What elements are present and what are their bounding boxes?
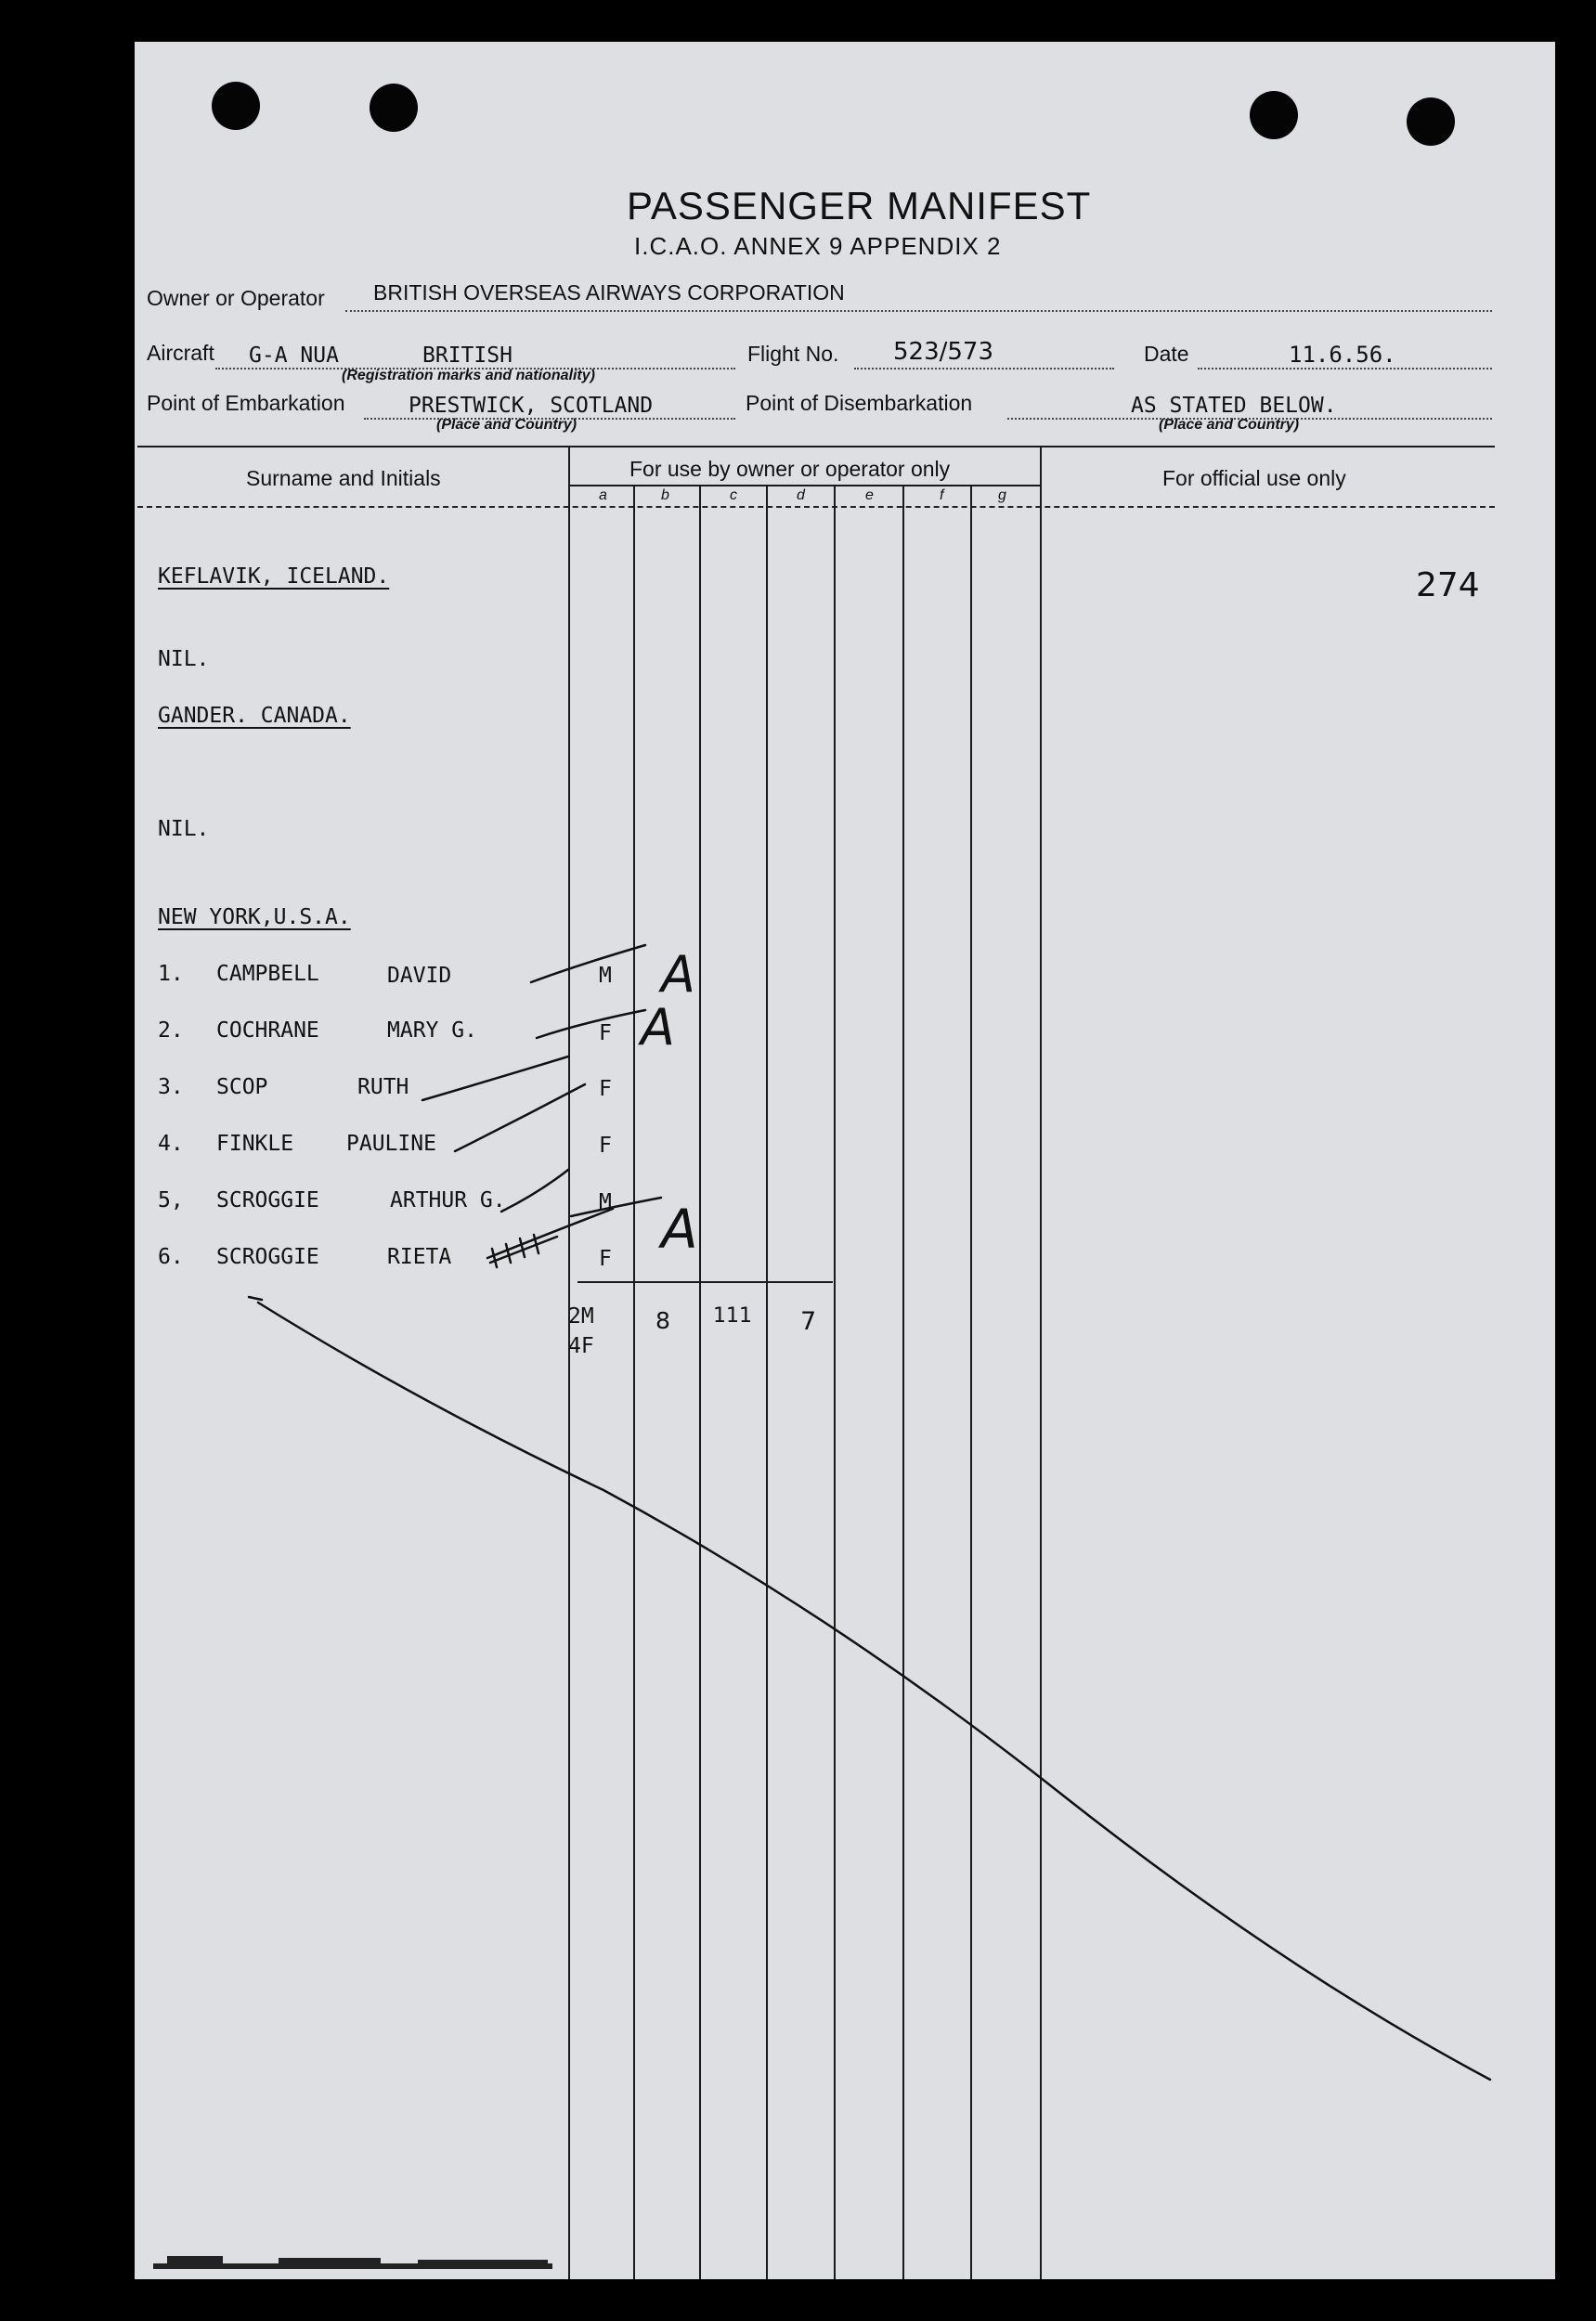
passenger-mark: A — [661, 945, 695, 1004]
section-heading-gander: GANDER. CANADA. — [158, 704, 351, 728]
page-subtitle: I.C.A.O. ANNEX 9 APPENDIX 2 — [634, 232, 1002, 260]
passenger-sex: F — [599, 1247, 612, 1271]
aircraft-label: Aircraft — [147, 341, 214, 365]
bottom-stamp-mark — [167, 2256, 223, 2263]
tick-mark — [455, 1084, 585, 1151]
tick-mark — [571, 1198, 661, 1216]
embarkation-value: PRESTWICK, SCOTLAND — [409, 394, 654, 418]
cancellation-line — [249, 1297, 1490, 2080]
date-value: 11.6.56. — [1289, 342, 1396, 368]
date-label: Date — [1144, 342, 1189, 366]
total-females: 4F — [568, 1334, 594, 1358]
passenger-number: 5, — [158, 1188, 184, 1212]
passenger-sex: F — [599, 1134, 612, 1158]
bottom-stamp-mark — [279, 2258, 381, 2263]
passenger-sex: M — [599, 1190, 612, 1214]
tick-mark — [531, 945, 645, 982]
passenger-number: 2. — [158, 1018, 184, 1043]
disembarkation-value: AS STATED BELOW. — [1131, 394, 1337, 418]
passenger-given-name: RIETA — [387, 1245, 452, 1269]
embarkation-note: (Place and Country) — [436, 417, 577, 433]
tick-mark — [537, 1010, 645, 1038]
aircraft-note: (Registration marks and nationality) — [342, 368, 595, 383]
total-column-b: 8 — [655, 1307, 670, 1334]
aircraft-registration: G-A NUA — [249, 344, 339, 368]
sub-column-d: d — [797, 487, 805, 503]
scribble-mark — [490, 1235, 557, 1267]
passenger-mark: A — [641, 998, 675, 1057]
passenger-surname: FINKLE — [216, 1132, 294, 1156]
sub-column-b: b — [661, 487, 669, 503]
passenger-surname: SCROGGIE — [216, 1245, 319, 1269]
passenger-surname: SCROGGIE — [216, 1188, 319, 1212]
section-nil-keflavik: NIL. — [158, 647, 210, 671]
page-number: 274 — [1416, 566, 1480, 604]
passenger-given-name: PAULINE — [346, 1132, 436, 1156]
total-column-c: 111 — [713, 1304, 752, 1328]
passenger-sex: F — [599, 1021, 612, 1045]
surname-column-header: Surname and Initials — [246, 466, 441, 490]
owner-value: BRITISH OVERSEAS AIRWAYS CORPORATION — [373, 280, 845, 305]
passenger-number: 6. — [158, 1245, 184, 1269]
sub-column-f: f — [940, 487, 944, 503]
disembarkation-label: Point of Disembarkation — [746, 391, 973, 415]
total-males: 2M — [568, 1304, 594, 1329]
embarkation-label: Point of Embarkation — [147, 391, 345, 415]
operator-column-header: For use by owner or operator only — [629, 457, 951, 481]
tick-mark — [422, 1057, 568, 1100]
flight-label: Flight No. — [747, 342, 839, 366]
passenger-mark: A — [661, 1198, 698, 1261]
disembarkation-note: (Place and Country) — [1159, 417, 1300, 433]
passenger-given-name: MARY G. — [387, 1018, 477, 1043]
page-title: PASSENGER MANIFEST — [627, 184, 1092, 227]
section-heading-new-york: NEW YORK,U.S.A. — [158, 905, 351, 929]
section-nil-gander: NIL. — [158, 817, 210, 841]
passenger-given-name: RUTH — [357, 1075, 409, 1099]
flight-value: 523/573 — [893, 338, 994, 366]
passenger-surname: CAMPBELL — [216, 962, 319, 986]
sub-column-c: c — [730, 487, 737, 503]
passenger-surname: COCHRANE — [216, 1018, 319, 1043]
passenger-number: 1. — [158, 962, 184, 986]
owner-label: Owner or Operator — [147, 286, 325, 310]
passenger-number: 4. — [158, 1132, 184, 1156]
passenger-given-name: ARTHUR G. — [390, 1188, 506, 1212]
official-column-header: For official use only — [1162, 466, 1346, 490]
sub-column-e: e — [865, 487, 874, 503]
passenger-surname: SCOP — [216, 1075, 268, 1099]
sub-column-a: a — [599, 487, 607, 503]
tick-mark — [501, 1170, 568, 1212]
passenger-sex: M — [599, 964, 612, 988]
passenger-sex: F — [599, 1077, 612, 1101]
passenger-number: 3. — [158, 1075, 184, 1099]
sub-column-g: g — [998, 487, 1006, 503]
bottom-stamp-mark — [418, 2260, 548, 2264]
tick-mark — [487, 1209, 613, 1258]
total-column-d: 7 — [800, 1307, 817, 1336]
section-heading-keflavik: KEFLAVIK, ICELAND. — [158, 564, 390, 589]
aircraft-nationality: BRITISH — [422, 344, 513, 368]
passenger-given-name: DAVID — [387, 964, 452, 988]
